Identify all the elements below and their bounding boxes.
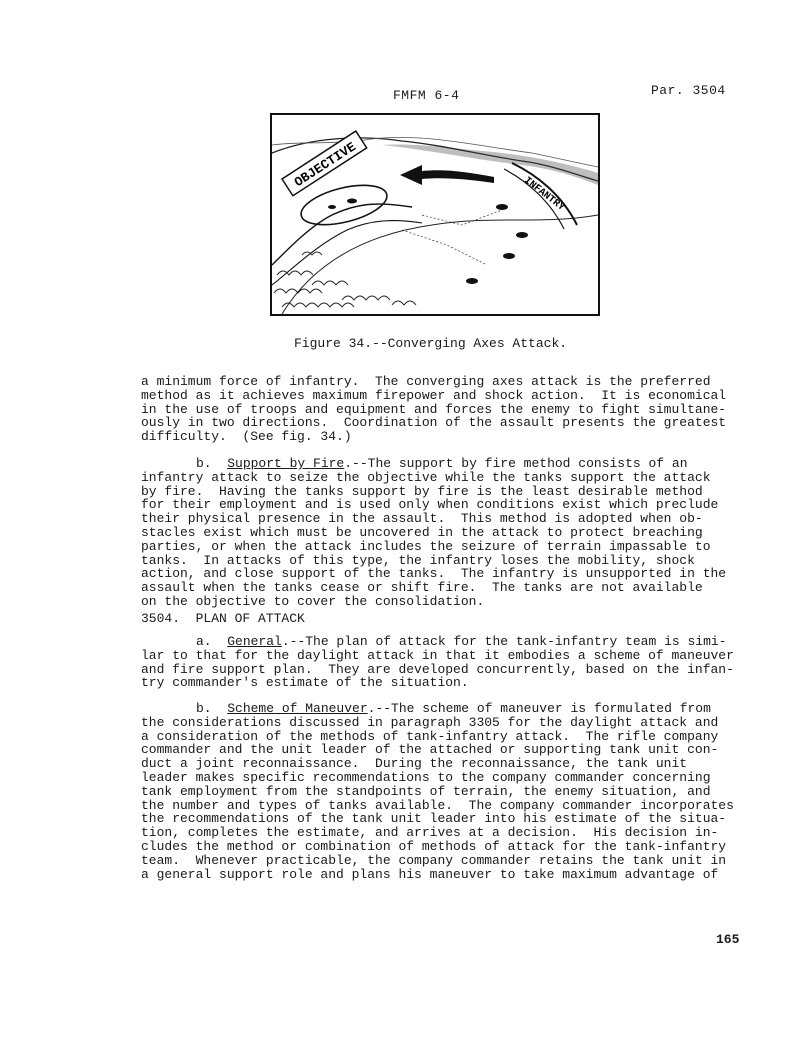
page-number: 165 [716,932,740,947]
text-line: by fire. Having the tanks support by fire is the least desirable method [141,483,703,499]
text-line: cludes the method or combination of methods of attack for the tank-infantry [141,838,727,854]
text-line: a consideration of the methods of tank-infantry attack. The rifle company [141,728,719,744]
converging-axes-sketch [272,115,598,314]
support-by-fire-paragraph [141,457,726,609]
text-line: in the use of troops and equipment and forces the enemy to fight simultane- [141,401,727,417]
general-paragraph [141,635,734,690]
text-line: action, and close support of the tanks. The infantry is unsupported in the [141,566,727,582]
text-line: parties, or when the attack includes the seizure of terrain impassable to [141,538,711,554]
text-line [141,457,726,471]
text-line: the recommendations of the tank unit leader into his estimate of the situa- [141,811,727,827]
text-line: ously in two directions. Coordination of the assault presents the greatest [141,415,727,431]
text-line: method as it achieves maximum firepower and shock action. It is economical [141,387,727,403]
text-line: stacles exist which must be uncovered in the attack to protect breaching [141,524,703,540]
text-line: difficulty. (See fig. 34.) [141,429,352,445]
text-line: lar to that for the daylight attack in that it embodies a scheme of maneuver [141,647,734,663]
text-line: their physical presence in the assault. This method is adopted when ob- [141,511,703,527]
text-line: duct a joint reconnaissance. During the reconnaissance, the tank unit [141,756,688,772]
text-line: on the objective to cover the consolidation. [141,593,485,609]
text-line: a minimum force of infantry. The converging axes attack is the preferred [141,374,711,389]
text-line: leader makes specific recommendations to the company commander concerning [141,769,711,785]
text-line: try commander's estimate of the situation. [141,675,469,691]
subheading: Scheme of Maneuver [227,701,368,716]
text-line: the considerations discussed in paragraph 3305 for the daylight attack and [141,714,719,730]
text-line-rest: .--The scheme of maneuver is formulated from [367,701,711,716]
text-line: assault when the tanks cease or shift fire. The tanks are not available [141,580,703,596]
text-line: for their employment and is used only when conditions exist which preclude [141,497,719,513]
subheading: Support by Fire [227,456,345,471]
text-line: a general support role and plans his maneuver to take maximum advantage of [141,866,719,882]
running-header: FMFM 6-4 [393,88,460,103]
text-line: the number and types of tanks available. The company commander incorporates [141,797,734,813]
section-heading: 3504. PLAN OF ATTACK [141,611,305,626]
paragraph-reference: Par. 3504 [651,83,726,98]
text-line: tanks. In attacks of this type, the infantry loses the mobility, shock [141,552,695,568]
text-line [141,702,734,716]
continued-paragraph [141,375,726,444]
text-line-rest: .--The support by fire method consists of an [344,456,688,471]
item-letter: a. [196,634,228,649]
text-line: commander and the unit leader of the attached or supporting tank unit con- [141,742,719,758]
text-line: and fire support plan. They are developed concurrently, based on the infan- [141,661,734,677]
item-letter: b. [196,456,228,471]
text-line: team. Whenever practicable, the company commander retains the tank unit in [141,852,727,868]
figure-illustration [270,113,600,316]
subheading: General [227,634,282,649]
objective-label: OBJECTIVE [291,139,359,191]
item-letter: b. [196,701,228,716]
scheme-of-maneuver-paragraph [141,702,734,881]
text-line: infantry attack to seize the objective while the tanks support the attack [141,469,711,485]
text-line: tion, completes the estimate, and arrives at a decision. His decision in- [141,825,719,841]
text-line: tank employment from the standpoints of terrain, the enemy situation, and [141,783,711,799]
figure-caption: Figure 34.--Converging Axes Attack. [294,336,568,351]
infantry-label: INFANTRY [521,175,567,214]
text-line-rest: .--The plan of attack for the tank-infantry team is simi- [281,634,727,649]
text-line [141,635,734,649]
